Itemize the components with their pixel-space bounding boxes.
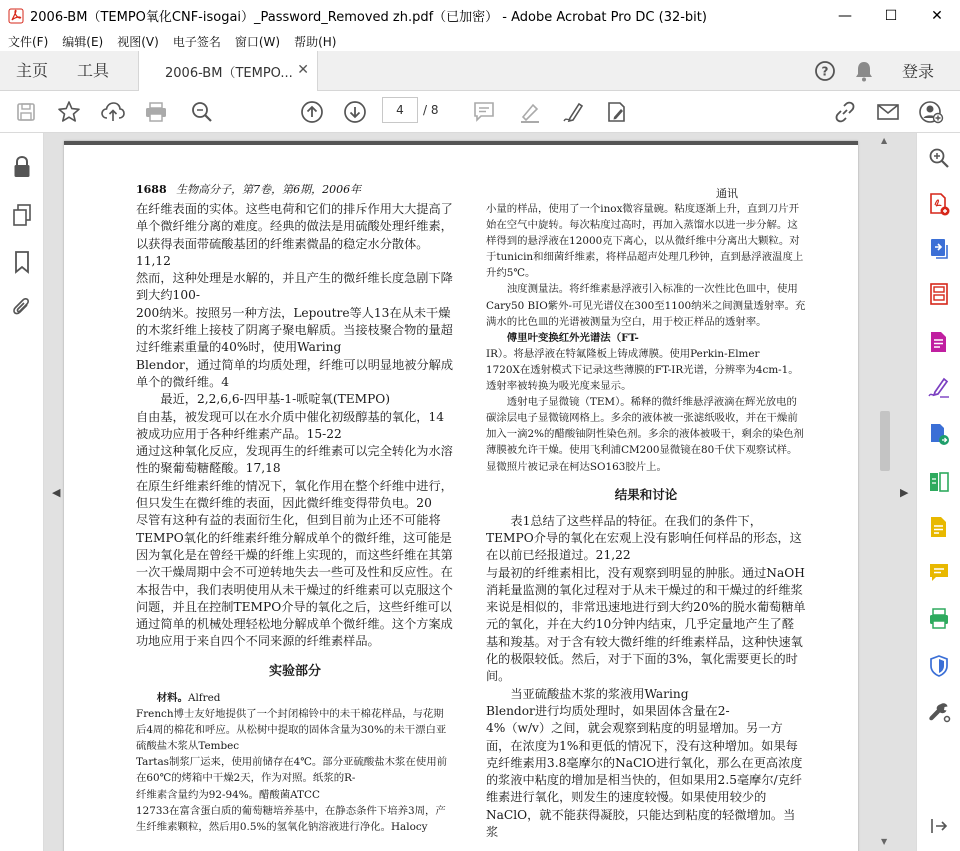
comment-icon[interactable] (471, 99, 497, 125)
paragraph: 纤维素含量约为92-94%。醋酸菌ATCC (136, 788, 320, 801)
tab-row (0, 51, 960, 91)
page-header-left (136, 181, 361, 197)
login-button[interactable]: 登录 (901, 62, 934, 81)
paragraph: 200纳米。按照另一种方法，Lepoutre等人13在从未干燥的木浆纤维上接枝了阴离子聚电解质。当接枝聚合物的量超过纤维素重量的40%时，使用Waring (136, 305, 453, 355)
notification-bell-icon[interactable] (854, 60, 874, 82)
right-tools-panel (916, 133, 960, 851)
menu-esign[interactable]: 电子签名 (172, 34, 221, 49)
paragraph: 4%（w/v）之间，就会观察到粘度的明显增加。另一方面，在浓度为1%和更低的情况下，没有这种增加。如果每克纤维素用3.8毫摩尔的NaClO进行氧化，那么在更高浓度的浆液中粘度的增加是相当快的，但如果用2.5毫摩尔/克纤维素进行氧化，则发生的速度较慢。如果使用较少的NaClO，就不能获得凝胶，只能达到粘度的轻微增加。当浆 (486, 721, 803, 840)
paragraph: 自由基，被发现可以在水介质中催化初级醇基的氧化，14被成功应用于各种纤维素产品。15-22 (136, 409, 445, 441)
right-column (486, 201, 806, 841)
page-number-label: 1688 (136, 183, 167, 196)
scroll-up-arrow-icon[interactable]: ▲ (881, 136, 888, 145)
paragraph: French博士友好地提供了一个封闭棉铃中的未干棉花样品，与花期后4周的棉花和呼应。从松树中提取的固体含量为30%的未干漂白亚硫酸盐木浆从Tembec (136, 708, 447, 753)
paragraph: 最近，2,2,6,6-四甲基-1-哌啶氧(TEMPO) (160, 392, 391, 407)
bookmarks-icon[interactable] (10, 250, 34, 274)
menu-file[interactable]: 文件(F) (8, 34, 49, 49)
toolbar (0, 91, 960, 133)
more-tools-wrench-icon[interactable] (926, 699, 952, 725)
paragraph: 1720X在透射模式下记录这些薄膜的FT-IR光谱，分辨率为4cm-1。透射率被转换为吸光度来显示。 (486, 363, 799, 393)
expand-tools-panel-icon[interactable] (926, 813, 952, 839)
paragraph (136, 690, 454, 706)
page-thumbnails-icon[interactable] (10, 203, 34, 227)
paragraph: 在纤维表面的实体。这些电荷和它们的排斥作用大大提高了单个微纤维分离的难度。经典的做法是用硫酸处理纤维素，以获得表面带硫酸基团的纤维素微晶的稳定水分散体。11,12 (136, 202, 453, 268)
paragraph: 尽管有这种有益的表面衍生化，但到目前为止还不可能将TEMPO氧化的纤维素纤维分解成单个的微纤维，这可能是因为氧化是在曾经干燥的纤维上实现的，而这些纤维在其第一次干燥周期中会不可逆转地失去一些可及性和反应性。在本报告中，我们表明使用从未干燥过的纤维素可以克服这个问题，并且在控制TEMPO介导的氧化之后，这些纤维可以通过简单的机械处理轻松地分解成单个微纤维。这个方案成功地应用于来自四个不同来源的纤维素样品。 (136, 513, 453, 649)
materials-section (136, 690, 454, 835)
share-link-icon[interactable] (832, 99, 858, 125)
paragraph: Tartas制浆厂运来，使用前储存在4℃。部分亚硫酸盐木浆在使用前在60℃的烤箱中干燥2天，作为对照。纸浆的R- (136, 756, 447, 785)
page-top-rule (64, 141, 858, 145)
edit-pdf-icon[interactable] (926, 329, 952, 355)
tab-document-label: 2006-BM（TEMPO... (165, 65, 293, 81)
tab-tools[interactable]: 工具 (77, 61, 110, 80)
paragraph: 与最初的纤维素相比，没有观察到明显的肿胀。通过NaOH消耗量监测的氧化过程对于从未干燥过的和干燥过的纤维浆来说是相似的，非常迅速地进行到大约20%的脱水葡萄糖单元的氧化，并在大约10分钟内结束，几乎定量地产生了醛基和羧基。对于含有较大微纤维的纤维素样品，这种快速氧化的极限较低。然后，对于下面的3%，氧化需要更长的时间。 (486, 565, 806, 684)
create-pdf-icon[interactable] (926, 191, 952, 217)
sign-pen-icon[interactable] (561, 99, 587, 125)
tab-document[interactable] (138, 51, 318, 91)
close-window-button[interactable]: ✕ (931, 7, 943, 24)
collapse-left-panel-icon[interactable]: ◀ (52, 486, 61, 499)
left-navigation-panel (0, 133, 44, 851)
protect-shield-icon[interactable] (926, 653, 952, 679)
fill-sign-icon[interactable] (604, 99, 630, 125)
collapse-right-panel-icon[interactable]: ▶ (900, 486, 909, 499)
next-page-icon[interactable] (342, 99, 368, 125)
scroll-down-arrow-icon[interactable]: ▼ (881, 837, 888, 846)
menu-help[interactable]: 帮助(H) (294, 34, 337, 49)
attachments-paperclip-icon[interactable] (10, 295, 34, 319)
print-production-icon[interactable] (926, 606, 952, 632)
materials-label: 材料。 (156, 692, 188, 705)
zoom-search-icon[interactable] (189, 99, 215, 125)
document-viewport[interactable] (44, 133, 916, 851)
window-title: 2006-BM（TEMPO氧化CNF-isogai）_Password_Removed zh.pdf（已加密） - Adobe Acrobat Pro DC (32-bit) (30, 10, 707, 25)
vertical-scrollbar[interactable] (877, 133, 893, 851)
lock-icon[interactable] (10, 155, 34, 179)
title-bar (0, 0, 960, 31)
fill-and-sign-icon[interactable] (926, 374, 952, 400)
tab-home[interactable]: 主页 (16, 61, 49, 80)
organize-pages-icon[interactable] (926, 281, 952, 307)
paragraph: 然而，这种处理是水解的，并且产生的微纤维长度急剧下降到大约100- (136, 271, 453, 303)
upload-cloud-icon[interactable] (100, 99, 126, 125)
paragraph: 小量的样品，使用了一个inox微容量碗。粘度逐渐上升，直到刀片开始在空气中旋转。每次粘度过高时，再加入蒸馏水以进一步分解。这样得到的悬浮液在12000克下离心，以从微纤维中分离出大颗粒。对于tunicin和细菌纤维素，将样品超声处理几秒钟，直到悬浮液温度上升约5℃。 (486, 203, 804, 280)
section-title-experimental: 实验部分 (268, 663, 321, 679)
paragraph: Blendor进行均质处理时，如果固体含量在2- (486, 703, 730, 718)
previous-page-icon[interactable] (299, 99, 325, 125)
minimize-button[interactable]: — (838, 7, 852, 24)
paragraph: 当亚硫酸盐木浆的浆液用Waring (510, 686, 689, 701)
left-column (136, 201, 454, 835)
paragraph: 12733在富含蛋白质的葡萄糖培养基中，在静态条件下培养3周，产生纤维素颗粒，然后用0.5%的氢氧化钠溶液进行净化。Halocy (136, 804, 446, 833)
close-tab-icon[interactable]: ✕ (297, 62, 309, 78)
paragraph: IR）。将悬浮液在特氟隆板上铸成薄膜。使用Perkin-Elmer (486, 347, 760, 360)
menu-bar (0, 31, 960, 51)
page-header-right: 通讯 (716, 187, 738, 200)
paragraph: 透射电子显微镜（TEM）。稀释的微纤维悬浮液滴在辉光放电的碳涂层电子显微镜网格上。多余的液体被一张滤纸吸收，并在干燥前加入一滴2%的醋酸铀阴性染色剂。多余的液体被吸干，剩余的染色剂薄膜被允许干燥。使用飞利浦CM200显微镜在80千伏下观察试样。显微照片被记录在柯达SO163胶片上。 (486, 396, 804, 473)
menu-view[interactable]: 视图(V) (117, 34, 159, 49)
send-for-review-icon[interactable] (926, 421, 952, 447)
print-icon[interactable] (143, 99, 169, 125)
page-number-input[interactable]: 4 (382, 97, 418, 123)
journal-citation: 生物高分子，第7卷，第6期，2006年 (176, 183, 362, 196)
paragraph: Blendor，通过简单的均质处理，纤维可以明显地被分解成单个的微纤维。4 (136, 357, 454, 389)
acrobat-icon (8, 8, 24, 24)
compare-files-icon[interactable] (926, 469, 952, 495)
zoom-tool-icon[interactable] (926, 145, 952, 171)
highlight-pen-icon[interactable] (517, 99, 543, 125)
help-icon[interactable] (814, 60, 836, 82)
maximize-button[interactable]: ☐ (884, 7, 898, 24)
email-icon[interactable] (875, 99, 901, 125)
paragraph: 浊度测量法。将纤维素悬浮液引入标准的一次性比色皿中，使用Cary50 BIO紫外-可见光谱仪在300至1100纳米之间测量透射率。充满水的比色皿的光谱被测量为空白，用于校正样品的透射率。 (486, 283, 806, 328)
pdf-page (64, 141, 858, 851)
paragraph: 表1总结了这些样品的特征。在我们的条件下，TEMPO介导的氧化在宏观上没有影响任何样品的形态，这在以前已经报道过。21,22 (486, 513, 802, 563)
paragraph: 傅里叶变换红外光谱法（FT- (506, 331, 639, 344)
page-total: / 8 (423, 103, 439, 117)
menu-edit[interactable]: 编辑(E) (62, 34, 104, 49)
menu-window[interactable]: 窗口(W) (234, 34, 281, 49)
bookmark-star-icon[interactable] (56, 99, 82, 125)
scan-ocr-icon[interactable] (926, 514, 952, 540)
comment-tool-icon[interactable] (926, 560, 952, 586)
add-user-icon[interactable] (918, 99, 944, 125)
paragraph: 通过这种氧化反应，发现再生的纤维素可以完全转化为水溶性的聚葡萄糖醛酸。17,18 (136, 444, 453, 476)
paragraph: 在原生纤维素纤维的情况下，氧化作用在整个纤维中进行，但只发生在微纤维的表面，因此微纤维变得带负电。20 (136, 478, 453, 511)
scrollbar-thumb[interactable] (880, 411, 890, 471)
save-icon[interactable] (13, 99, 39, 125)
svg-text:?: ? (821, 64, 829, 78)
materials-text: Alfred (187, 692, 221, 705)
section-title-results: 结果和讨论 (614, 486, 678, 502)
export-pdf-icon[interactable] (926, 236, 952, 262)
